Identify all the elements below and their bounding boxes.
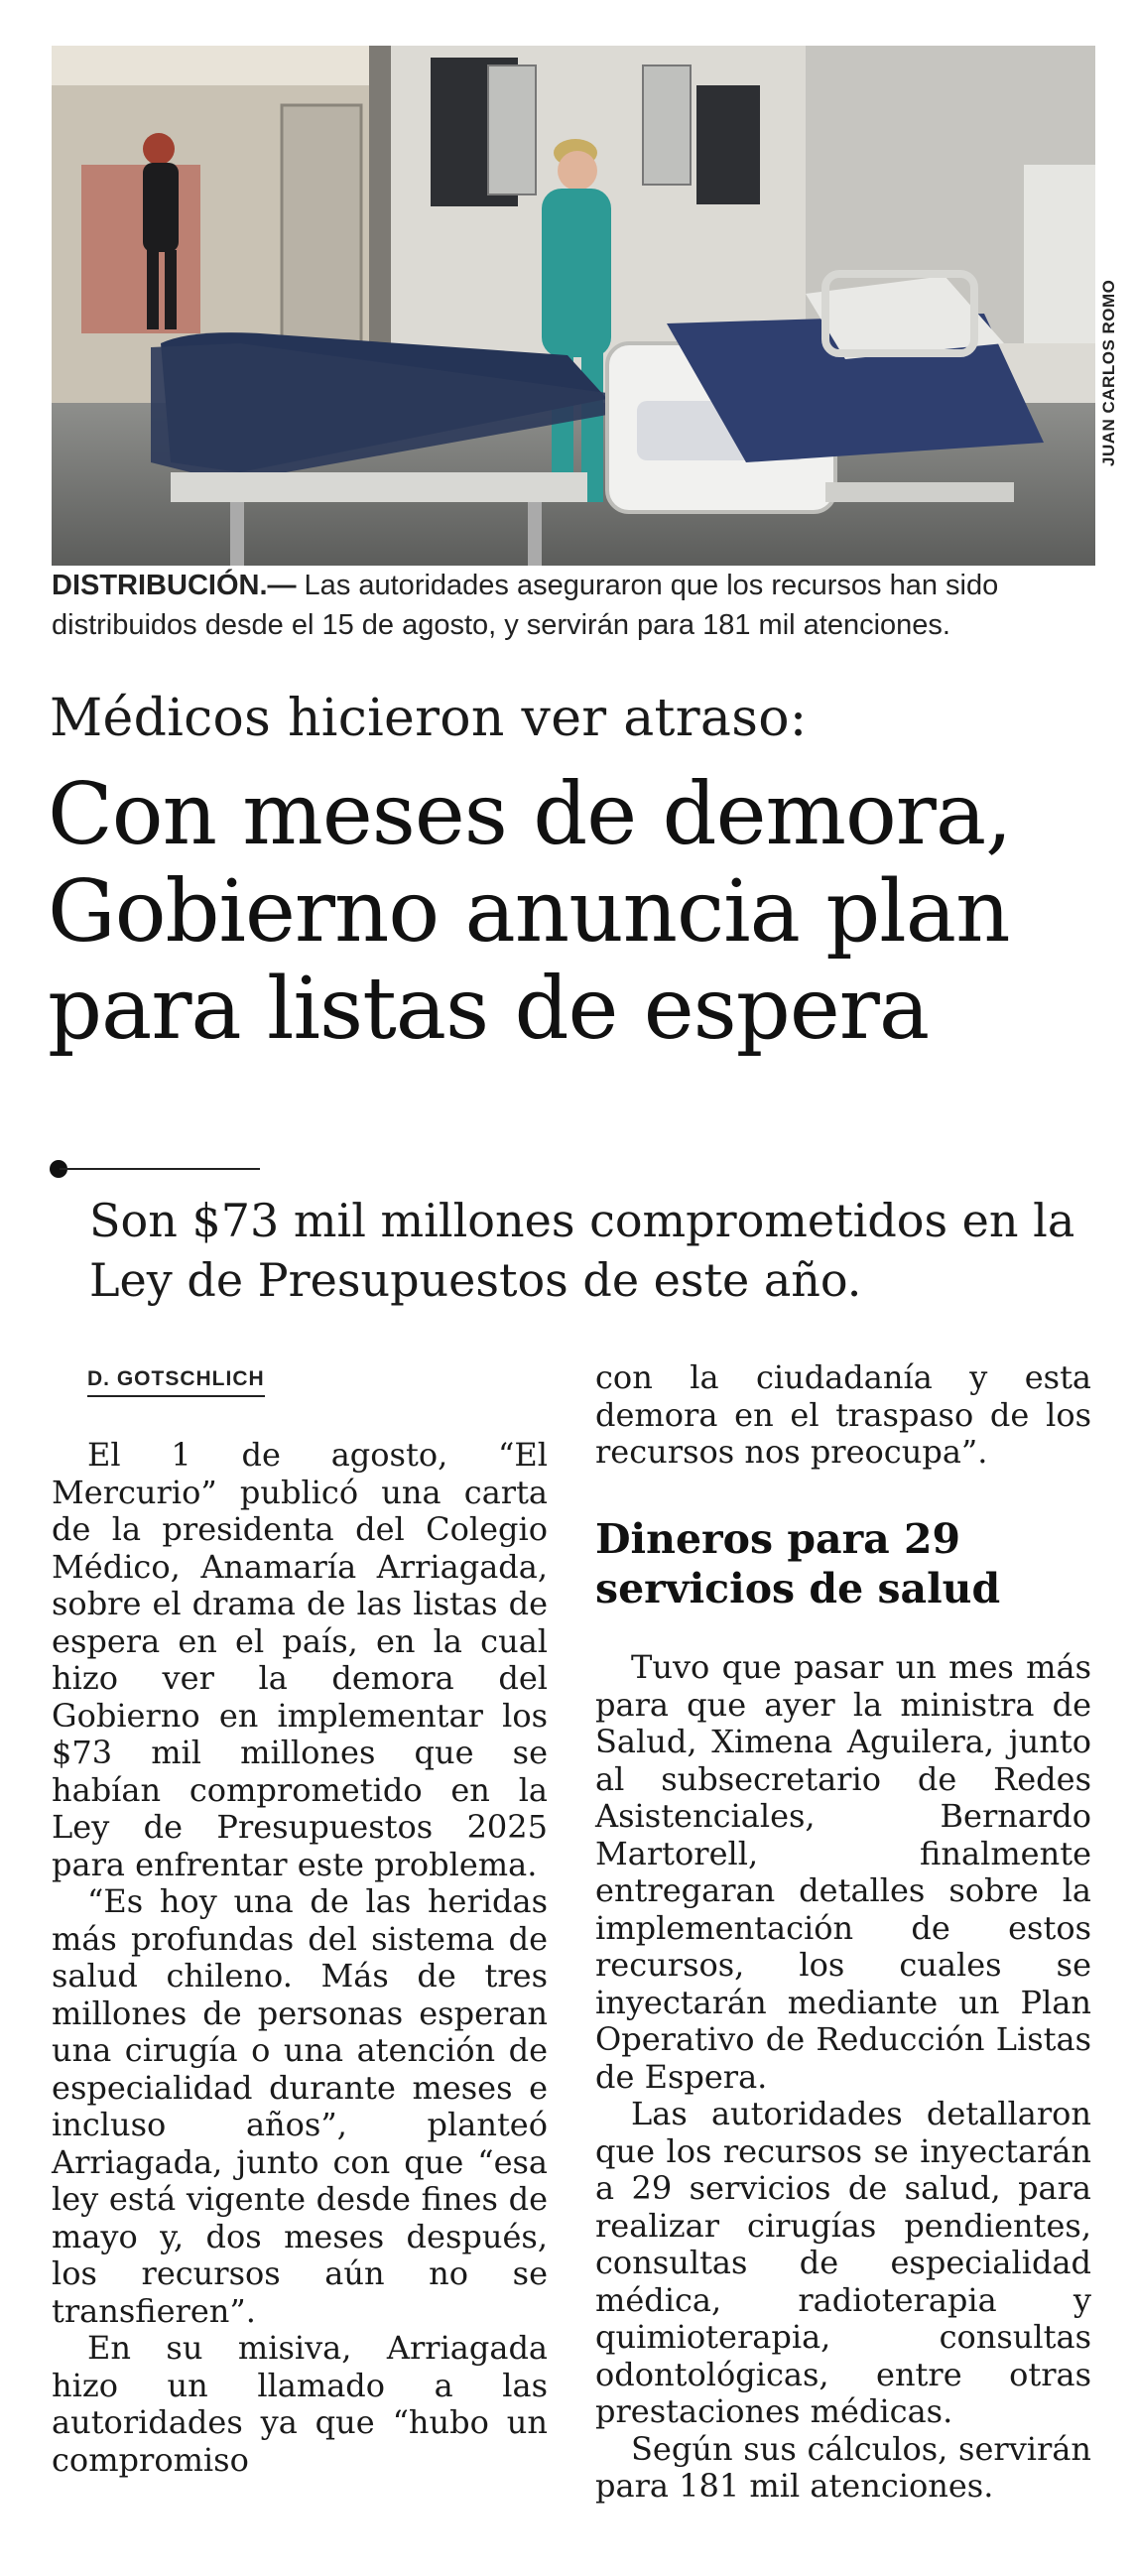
rule-line-divider bbox=[60, 1168, 260, 1170]
caption-label: DISTRIBUCIÓN.— bbox=[52, 570, 297, 601]
article-paragraph: con la ciudadanía y esta demora en el traspaso de los recursos nos preocupa”. bbox=[595, 1358, 1091, 1471]
article-paragraph: Según sus cálculos, servirán para 181 mil atenciones. bbox=[595, 2429, 1091, 2505]
article-paragraph: El 1 de agosto, “El Mercurio” publicó una carta de la presidenta del Colegio Médico, Anamaría Arriagada, sobre el drama de las listas de espera en el país, en la cual hizo ver la demora del Gobierno en implementar los $73 mil millones que se habían comprometido en la Ley de Presupuestos 2025 para enfrentar este problema. bbox=[52, 1436, 548, 1883]
article-column-2-continuation bbox=[595, 1359, 1091, 1472]
photo-caption bbox=[52, 566, 1103, 645]
headline-line: para listas de espera bbox=[48, 960, 930, 1059]
deck-subtitle: Son $73 mil millones comprometidos en la Ley de Presupuestos de este año. bbox=[89, 1194, 1075, 1307]
headline-line: Con meses de demora, bbox=[48, 765, 1012, 864]
section-subhead: Dineros para 29 servicios de salud bbox=[595, 1515, 1001, 1612]
headline-line: Gobierno anuncia plan bbox=[48, 862, 1010, 962]
operating-room-illustration bbox=[52, 46, 1095, 566]
photo-credit-text: JUAN CARLOS ROMO bbox=[1099, 279, 1118, 466]
article-column-1 bbox=[52, 1437, 548, 2479]
article-paragraph: En su misiva, Arriagada hizo un llamado a las autoridades ya que “hubo un compromiso bbox=[52, 2329, 548, 2479]
byline: D. GOTSCHLICH bbox=[87, 1367, 265, 1397]
kicker: Médicos hicieron ver atraso: bbox=[50, 689, 808, 748]
article-paragraph: Las autoridades detallaron que los recursos se inyectarán a 29 servicios de salud, para realizar cirugías pendientes, consultas de especialidad médica, radioterapia y quimioterapia, consultas odontológicas, entre otras prestaciones médicas. bbox=[595, 2095, 1091, 2430]
article-column-2 bbox=[595, 1649, 1091, 2506]
headline bbox=[48, 766, 1129, 1058]
article-paragraph: Tuvo que pasar un mes más para que ayer la ministra de Salud, Ximena Aguilera, junto al subsecretario de Redes Asistenciales, Bernardo Martorell, finalmente entregaran detalles sobre la implementación de estos recursos, los cuales se inyectarán mediante un Plan Operativo de Reducción Listas de Espera. bbox=[595, 1648, 1091, 2096]
caption-text: Las autoridades aseguraron que los recursos han sido distribuidos desde el 15 de agosto, y servirán para 181 mil atenciones. bbox=[52, 570, 999, 641]
article-paragraph: “Es hoy una de las heridas más profundas del sistema de salud chileno. Más de tres millones de personas esperan una cirugía o una atención de especialidad durante meses e incluso años”, planteó Arriagada, junto con que “esa ley está vigente desde fines de mayo y, dos meses después, los recursos aún no se transfieren”. bbox=[52, 1882, 548, 2330]
news-photo bbox=[52, 46, 1095, 566]
